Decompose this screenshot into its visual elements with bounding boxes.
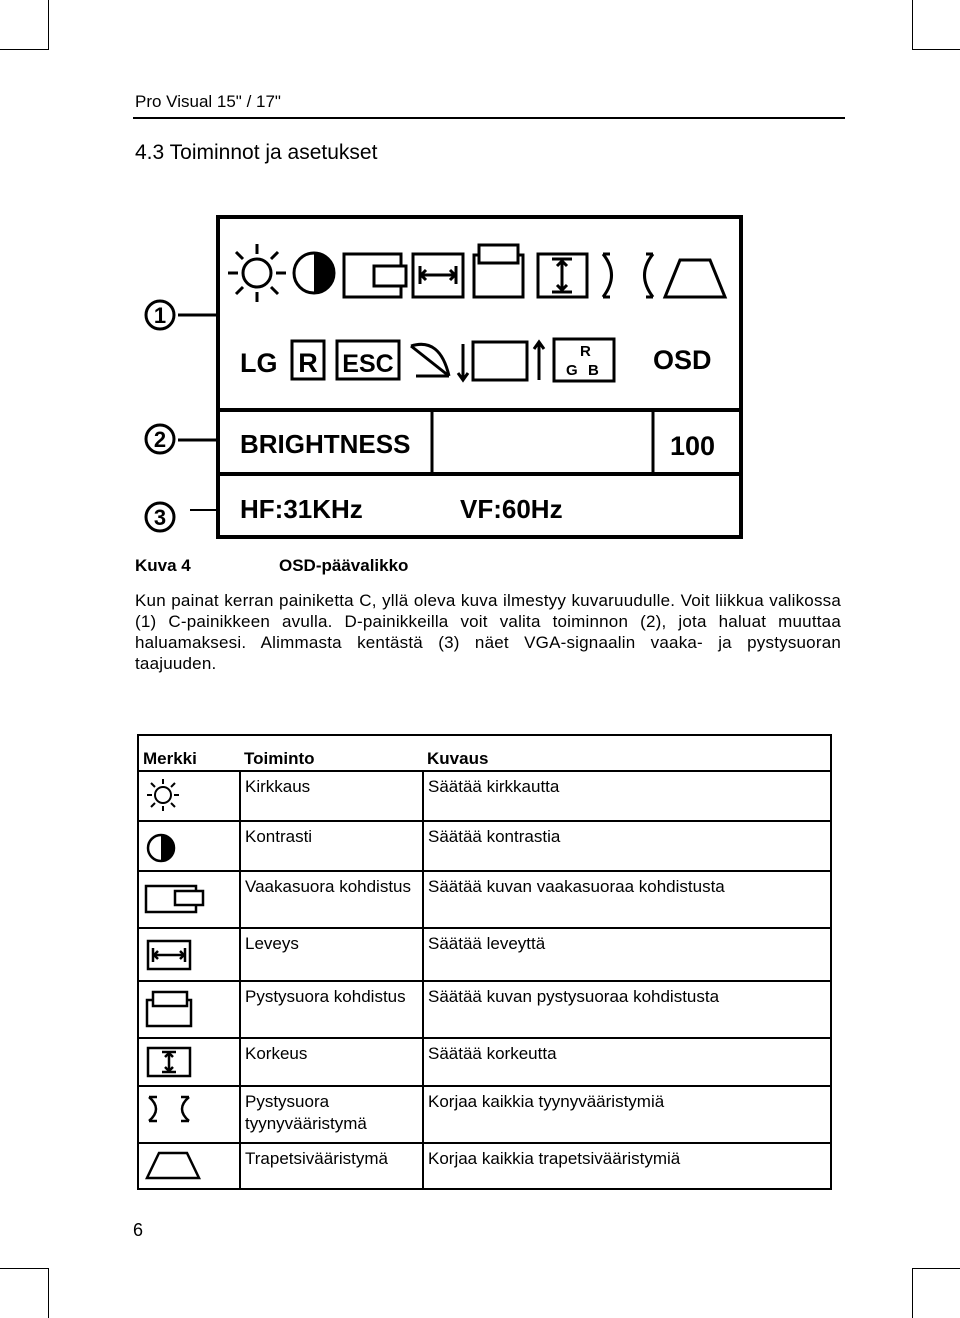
table-row — [138, 981, 831, 1038]
crop-mark — [912, 0, 913, 50]
description-cell: Säätää korkeutta — [423, 1038, 831, 1086]
section-title: 4.3 Toiminnot ja asetukset — [135, 141, 378, 164]
table-row — [138, 771, 831, 821]
crop-mark — [0, 1268, 48, 1269]
symbol-cell — [138, 1038, 240, 1086]
function-cell: Vaakasuora kohdistus — [240, 871, 423, 928]
trapezoid-icon — [665, 260, 725, 297]
table-row — [138, 871, 831, 928]
symbol-cell — [138, 928, 240, 981]
header-function: Toiminto — [240, 735, 423, 771]
width-icon — [143, 933, 195, 973]
table-row — [138, 928, 831, 981]
function-cell: Pystysuora tyynyvääristymä — [240, 1086, 423, 1143]
function-cell: Korkeus — [240, 1038, 423, 1086]
running-header: Pro Visual 15" / 17" — [135, 92, 281, 111]
body-paragraph: Kun painat kerran painiketta C, yllä oleva kuva ilmestyy kuvaruudulle. Voit liikkua valikossa (1) C-painikkeen avulla. D-painikkeilla voit valita toiminnon (2), jota haluat muuttaa haluamaksesi. Alimmasta kentästä (3) näet VGA-signaalin vaaka- ja pystysuoran taajuuden. — [135, 591, 841, 673]
vertical-position-icon — [474, 245, 523, 297]
svg-text:R: R — [580, 343, 591, 360]
color-rgb-icon — [554, 339, 614, 381]
horizontal-frequency: HF:31KHz — [240, 494, 363, 524]
svg-text:G: G — [566, 362, 578, 379]
description-cell: Säätää leveyttä — [423, 928, 831, 981]
trapezoid-icon — [143, 1148, 203, 1182]
symbol-cell — [138, 771, 240, 821]
table-row — [138, 1086, 831, 1143]
svg-text:3: 3 — [153, 505, 167, 530]
callout-3 — [146, 503, 174, 531]
table-row — [138, 821, 831, 871]
table-header-row — [138, 735, 831, 771]
pincushion-icon — [143, 1091, 195, 1127]
svg-text:ESC: ESC — [342, 350, 394, 378]
function-cell: Leveys — [240, 928, 423, 981]
osd-figure — [140, 212, 750, 547]
figure-title: OSD-päävalikko — [279, 556, 409, 575]
function-table — [137, 734, 832, 1190]
description-cell: Säätää kontrastia — [423, 821, 831, 871]
function-cell: Trapetsivääristymä — [240, 1143, 423, 1189]
osd-code: OSD — [653, 345, 712, 375]
brightness-icon — [143, 776, 183, 814]
svg-text:2: 2 — [153, 427, 167, 452]
description-cell: Korjaa kaikkia trapetsivääristymiä — [423, 1143, 831, 1189]
reset-position-icon — [458, 342, 544, 380]
contrast-icon — [143, 826, 183, 864]
brightness-icon — [228, 244, 286, 302]
contrast-icon — [294, 253, 334, 293]
vertical-position-icon — [143, 986, 195, 1030]
description-cell: Säätää kuvan vaakasuoraa kohdistusta — [423, 871, 831, 928]
svg-text:B: B — [588, 362, 599, 379]
function-cell: Pystysuora kohdistus — [240, 981, 423, 1038]
crop-mark — [912, 1268, 960, 1269]
horizontal-position-icon — [143, 876, 207, 916]
svg-text:1: 1 — [153, 303, 167, 328]
callout-1 — [146, 301, 174, 329]
symbol-cell — [138, 981, 240, 1038]
esc-code — [337, 341, 399, 379]
r-code — [292, 341, 324, 379]
crop-mark — [912, 49, 960, 50]
symbol-cell — [138, 871, 240, 928]
width-icon — [413, 254, 463, 297]
symbol-cell — [138, 1086, 240, 1143]
crop-mark — [48, 1268, 49, 1318]
page-number: 6 — [133, 1220, 144, 1240]
crop-mark — [0, 49, 48, 50]
symbol-cell — [138, 821, 240, 871]
horizontal-position-icon — [344, 254, 406, 297]
table-row — [138, 1038, 831, 1086]
function-cell: Kirkkaus — [240, 771, 423, 821]
description-cell: Säätää kuvan pystysuoraa kohdistusta — [423, 981, 831, 1038]
function-name: BRIGHTNESS — [240, 429, 411, 459]
header-symbol: Merkki — [138, 735, 240, 771]
description-cell: Korjaa kaikkia tyynyvääristymiä — [423, 1086, 831, 1143]
height-icon — [538, 254, 587, 297]
symbol-cell — [138, 1143, 240, 1189]
description-cell: Säätää kirkkautta — [423, 771, 831, 821]
callout-2 — [146, 425, 174, 453]
header-rule — [133, 117, 845, 119]
figure-label: Kuva 4 — [135, 556, 191, 575]
svg-text:R: R — [298, 348, 318, 378]
crop-mark — [48, 0, 49, 50]
pincushion-icon — [603, 254, 653, 297]
function-value: 100 — [670, 431, 716, 461]
crop-mark — [912, 1268, 913, 1318]
vertical-frequency: VF:60Hz — [460, 494, 563, 524]
degauss-icon — [411, 344, 449, 376]
table-row — [138, 1143, 831, 1189]
lg-code: LG — [240, 348, 278, 378]
function-cell: Kontrasti — [240, 821, 423, 871]
header-description: Kuvaus — [423, 735, 831, 771]
height-icon — [143, 1043, 195, 1079]
